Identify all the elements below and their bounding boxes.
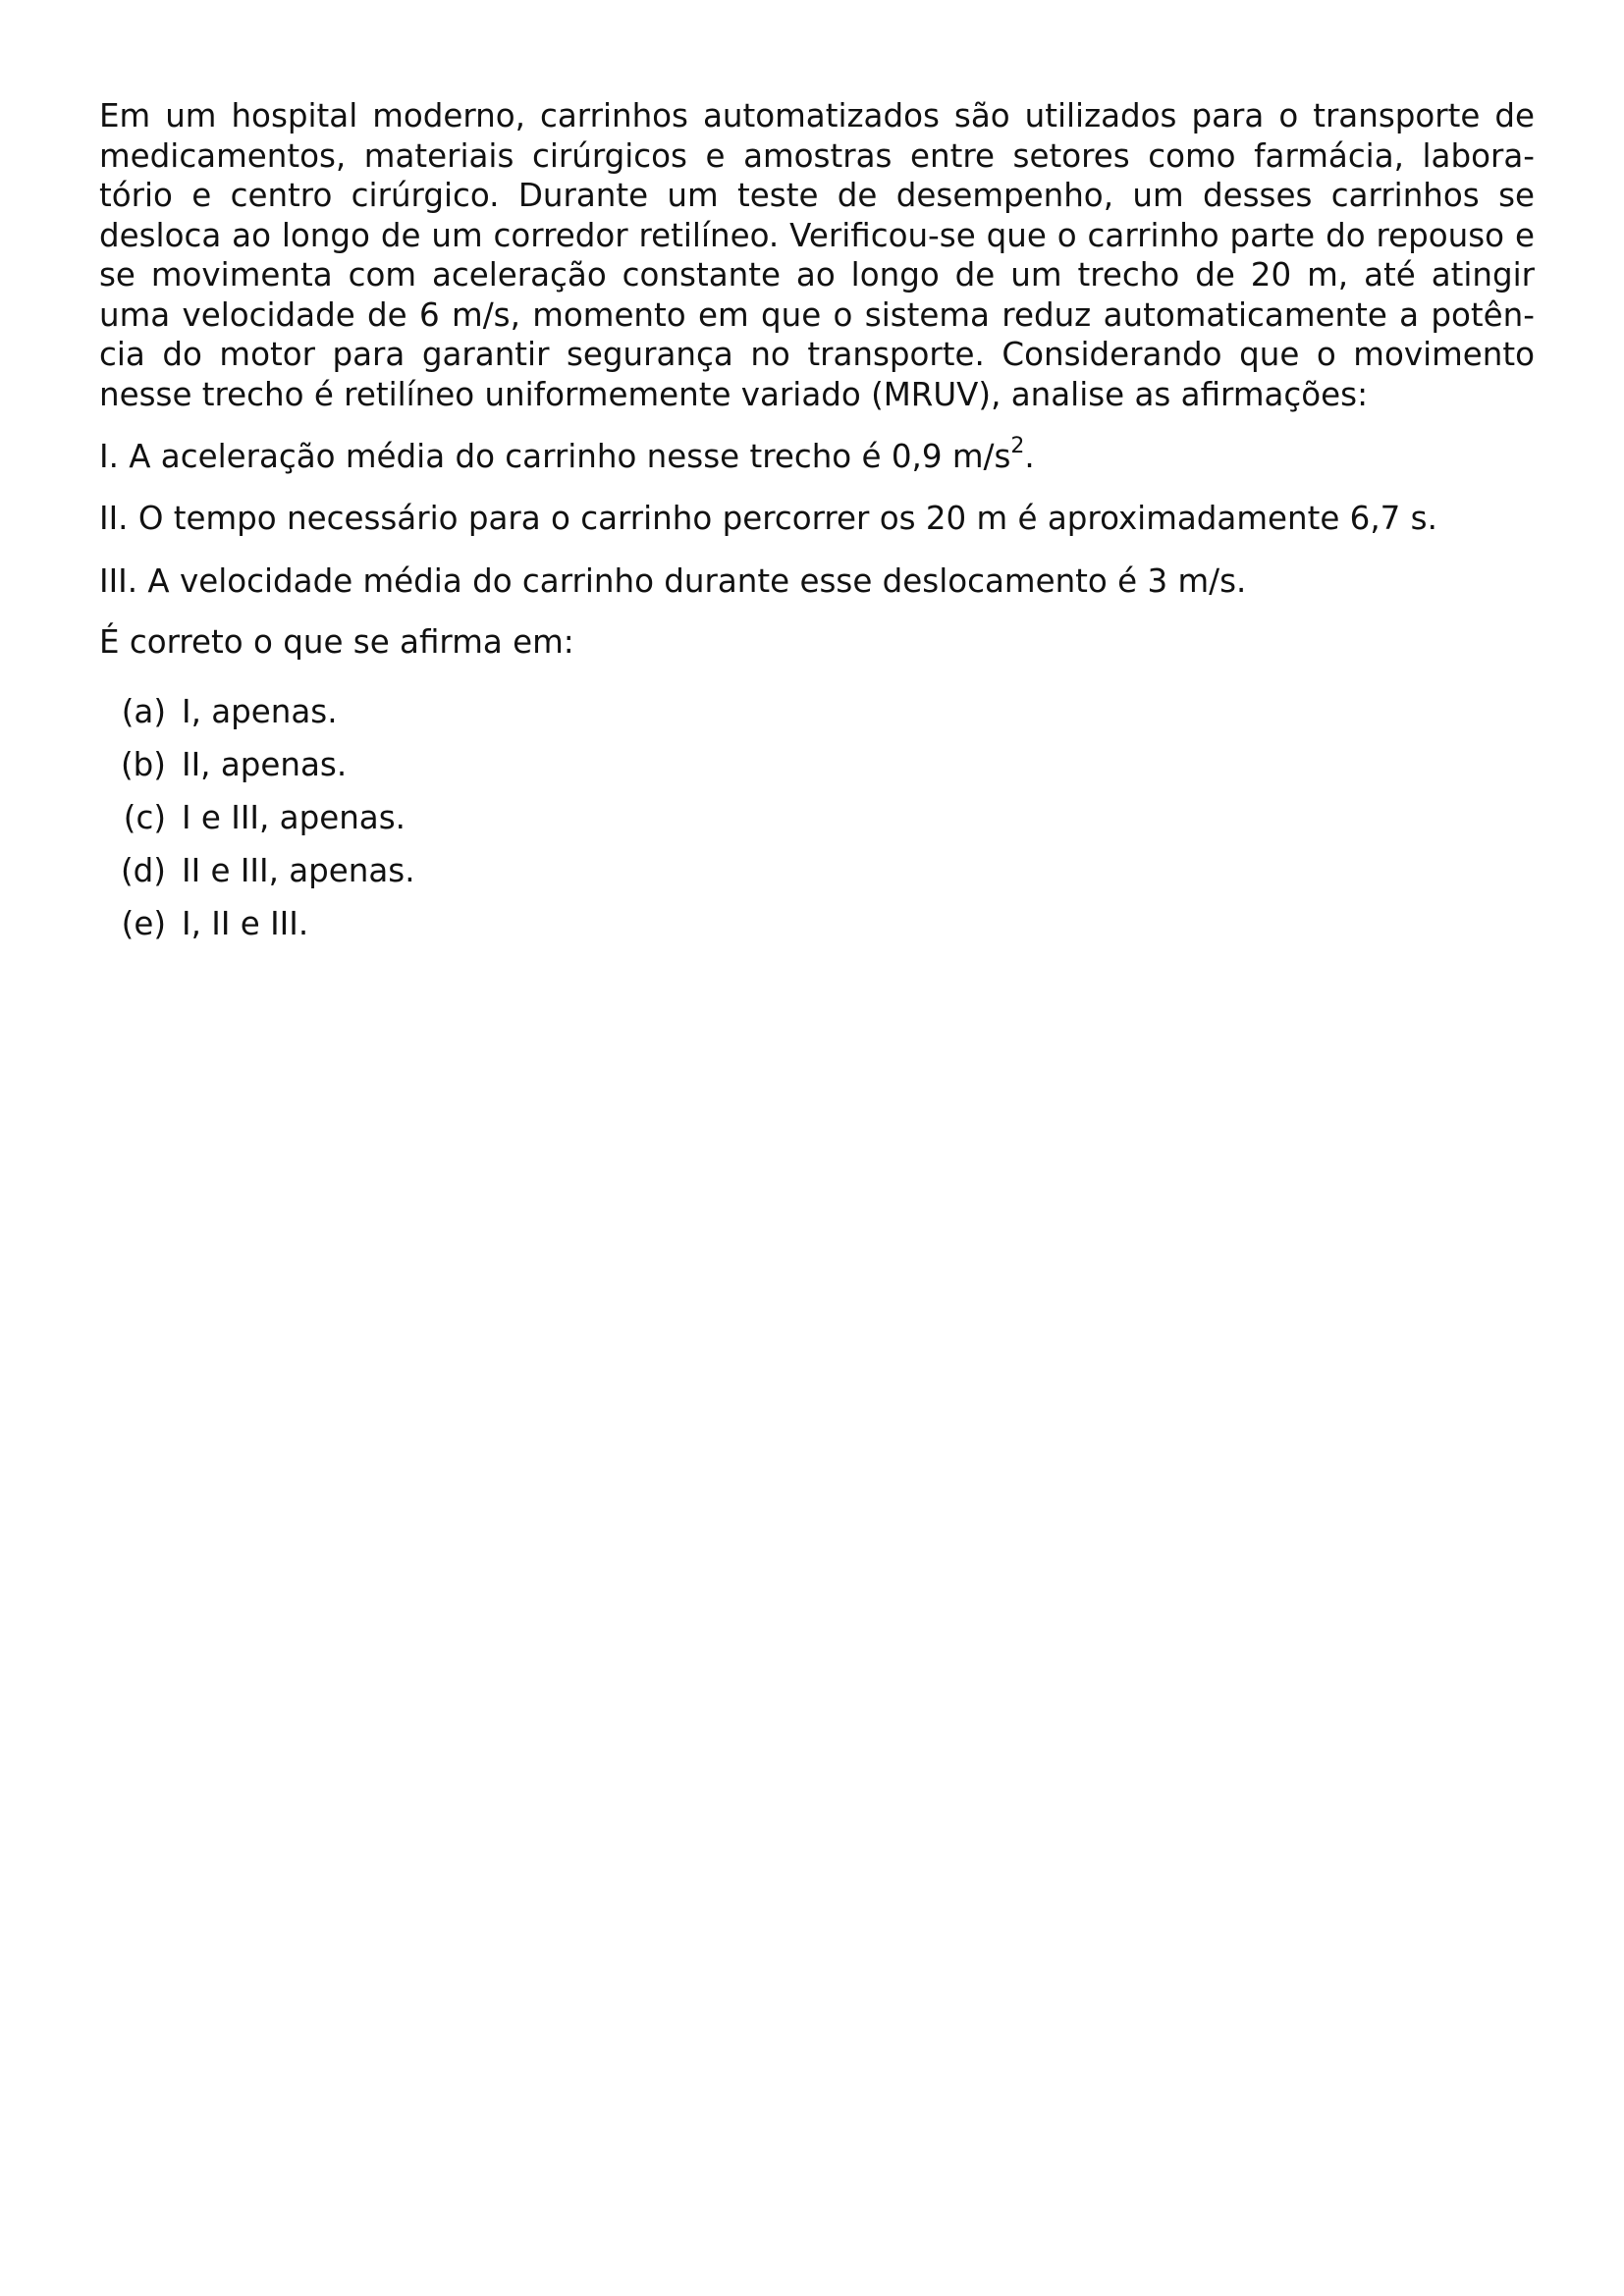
statement-1 [99,434,1535,476]
option-e[interactable] [99,904,1535,957]
intro-line: tório e centro cirúrgico. Durante um teste de desempenho, um desses carrinhos se [99,177,1535,214]
intro-line: cia do motor para garantir segurança no transporte. Considerando que o movimento [99,336,1535,373]
question-prompt: É correto o que se afirma em: [99,623,574,661]
option-text: I, II e III. [182,905,309,942]
option-letter: (d) [121,852,166,889]
statement-1-text: I. A aceleração média do carrinho nesse trecho é 0,9 m/s [99,438,1011,475]
intro-paragraph [99,96,1535,414]
statement-2: II. O tempo necessário para o carrinho percorrer os 20 m é aproximadamente 6,7 s. [99,500,1437,537]
option-d[interactable] [99,851,1535,904]
intro-line: e se movimenta com aceleração constante ao longo de um trecho de 20 m, até atingir [99,216,1535,294]
statement-1-exponent: 2 [1010,434,1025,458]
option-text: I e III, apenas. [182,799,406,836]
option-text: I, apenas. [182,693,338,730]
intro-line: uma velocidade de 6 m/s, momento em que o sistema reduz automaticamente a potên- [99,295,1535,334]
option-c[interactable] [99,798,1535,851]
intro-line: medicamentos, materiais cirúrgicos e amostras entre setores como farmácia, labora- [99,136,1535,175]
option-letter: (c) [123,799,166,836]
option-a[interactable] [99,692,1535,745]
answer-options [99,692,1535,957]
statement-3: III. A velocidade média do carrinho durante esse deslocamento é 3 m/s. [99,562,1247,600]
option-letter: (b) [121,746,166,783]
statement-1-end: . [1024,438,1035,475]
option-letter: (a) [121,693,166,730]
intro-line: Em um hospital moderno, carrinhos automatizados são utilizados para o transporte de [99,97,1535,134]
option-text: II, apenas. [182,746,348,783]
option-letter: (e) [121,905,166,942]
option-text: II e III, apenas. [182,852,415,889]
intro-line: nesse trecho é retilíneo uniformemente variado (MRUV), analise as afirmações: [99,375,1369,413]
question-document [99,96,1535,957]
intro-line: desloca ao longo de um corredor retilíneo. Verificou-se que o carrinho parte do repouso [99,216,1505,254]
option-b[interactable] [99,745,1535,798]
